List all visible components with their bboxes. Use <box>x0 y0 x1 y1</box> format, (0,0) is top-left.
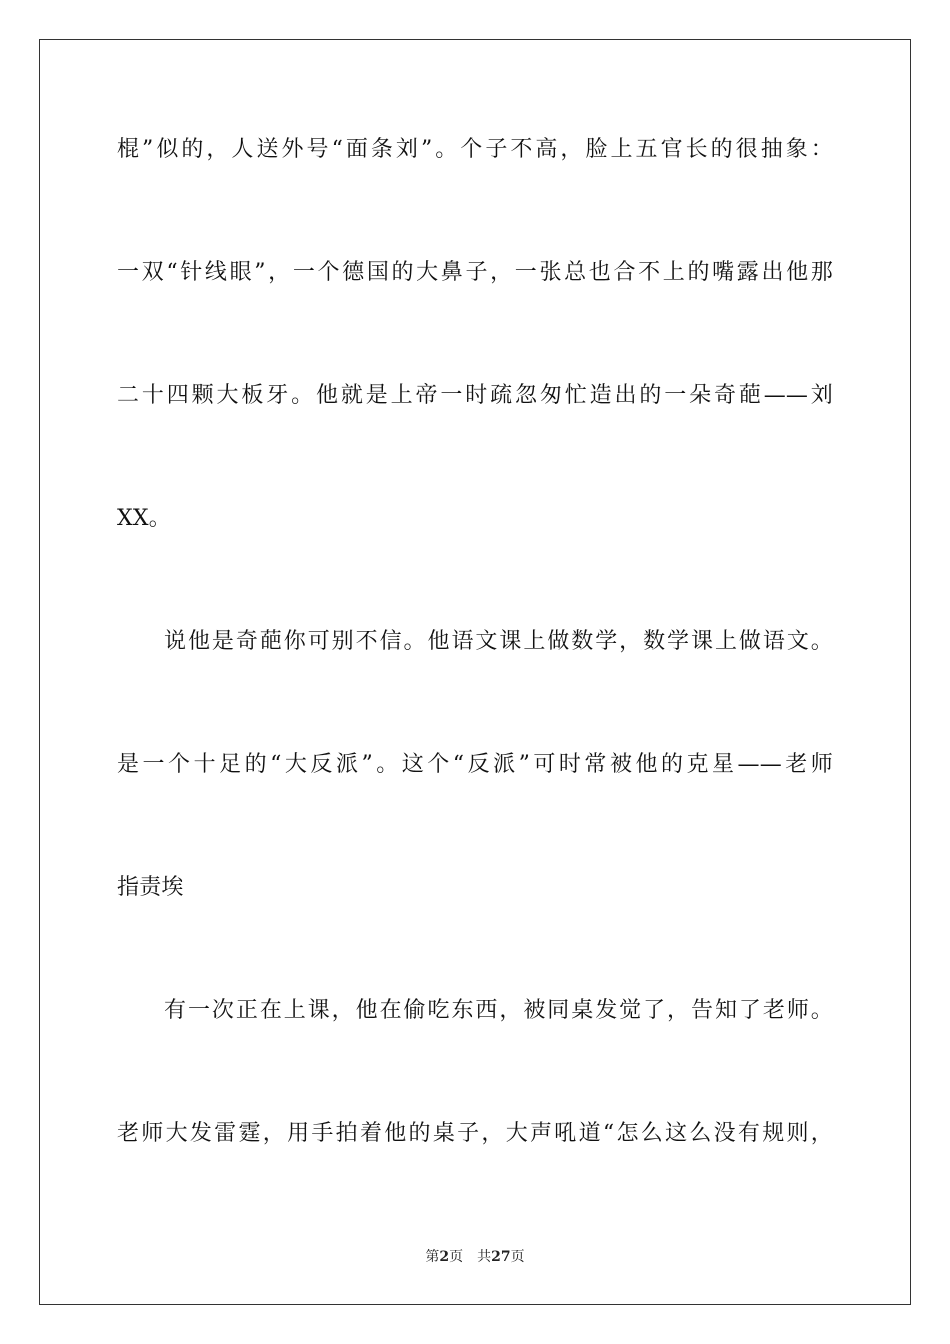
text-line-3: 二十四颗大板牙。他就是上帝一时疏忽匆忙造出的一朵奇葩——刘 <box>117 383 833 408</box>
text-line-2: 一双“针线眼”，一个德国的大鼻子，一张总也合不上的嘴露出他那 <box>117 260 833 285</box>
page-suffix: 页 <box>449 1249 464 1265</box>
page-number: 2 <box>439 1249 450 1265</box>
page-border <box>39 39 911 1305</box>
text-line-7: 指责埃 <box>117 875 184 900</box>
paragraph-start-2: 有一次正在上课，他在偷吃东西，被同桌发觉了，告知了老师。 <box>164 998 833 1023</box>
text-line-9: 老师大发雷霆，用手拍着他的桌子，大声吼道“怎么这么没有规则， <box>117 1121 833 1146</box>
text-line-4: XX。 <box>117 506 171 531</box>
paragraph-start-1: 说他是奇葩你可别不信。他语文课上做数学，数学课上做语文。 <box>164 629 833 654</box>
total-prefix: 共 <box>477 1249 492 1265</box>
total-pages: 27 <box>491 1249 511 1265</box>
text-line-6: 是一个十足的“大反派”。这个“反派”可时常被他的克星——老师 <box>117 752 833 777</box>
total-suffix: 页 <box>510 1249 525 1265</box>
text-line-1: 棍”似的，人送外号“面条刘”。个子不高，脸上五官长的很抽象： <box>117 137 833 162</box>
page-footer <box>0 1246 950 1266</box>
page-prefix: 第 <box>425 1249 440 1265</box>
